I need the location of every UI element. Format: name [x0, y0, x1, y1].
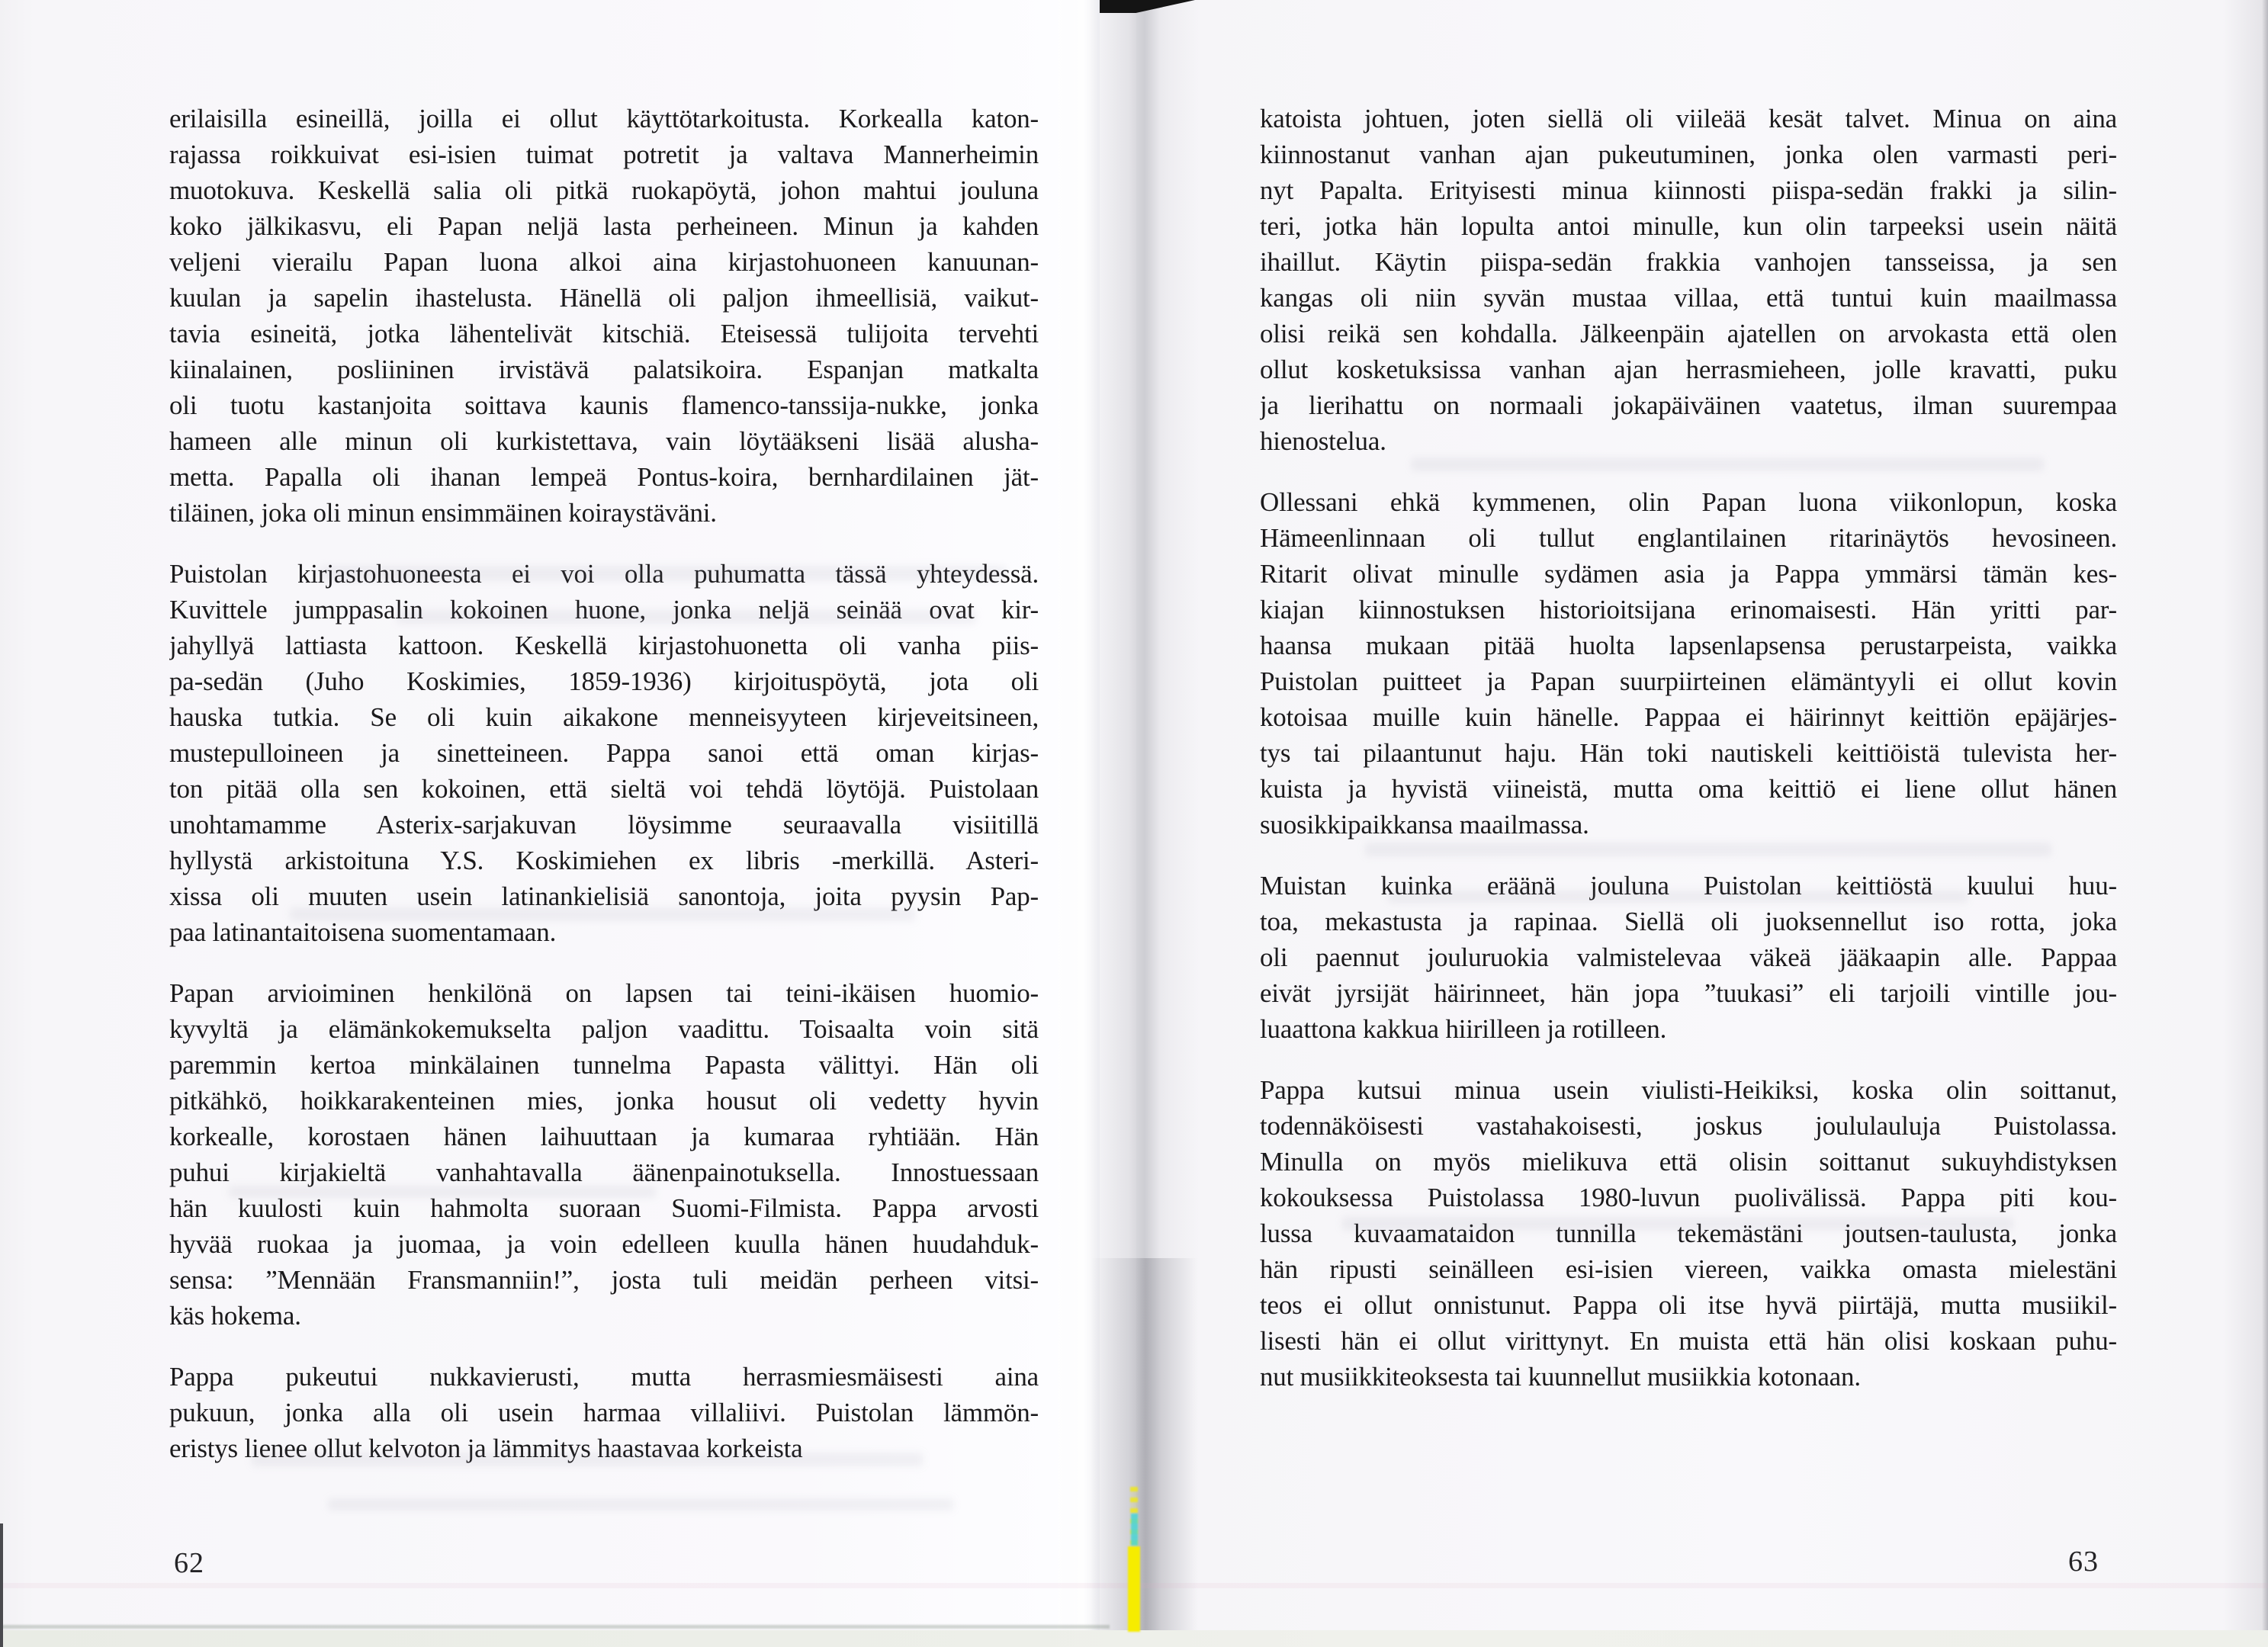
text-line: Muistan kuinka eräänä jouluna Puistolan keittiöstä kuului huu-: [1260, 871, 2117, 901]
text-line: suosikkipaikkansa maailmassa.: [1260, 810, 1589, 840]
text-line: Pappa kutsui minua usein viulisti-Heikiksi, koska olin soittanut,: [1260, 1075, 2117, 1105]
paragraph: [1260, 1072, 2117, 1395]
text-line: oli paennut jouluruokia valmistelevaa väkeä jääkaapin alle. Pappaa: [1260, 942, 2117, 972]
text-line: teos ei ollut onnistunut. Pappa oli itse hyvä piirtäjä, mutta musiikil-: [1260, 1290, 2117, 1320]
text-line: tavia esineitä, jotka lähentelivät kitschiä. Eteisessä tulijoita tervehti: [169, 319, 1039, 348]
text-line: hyllystä arkistoituna Y.S. Koskimiehen ex libris -merkillä. Asteri-: [169, 846, 1039, 875]
text-line: pitkähkö, hoikkarakenteinen mies, jonka housut oli vedetty hyvin: [169, 1086, 1039, 1116]
text-line: kiajan kiinnostuksen historioitsijana erinomaisesti. Hän yritti par-: [1260, 595, 2117, 624]
page-bottom-edge-shadow: [0, 1625, 1110, 1629]
text-line: metta. Papalla oli ihanan lempeä Pontus-koira, bernhardilainen jät-: [169, 462, 1039, 492]
paragraph: [169, 101, 1039, 531]
left-page-number: 62: [174, 1547, 204, 1579]
text-line: käs hokema.: [169, 1301, 301, 1331]
text-line: kiinalainen, posliininen irvistävä palatsikoira. Espanjan matkalta: [169, 355, 1039, 384]
text-line: koko jälkikasvu, eli Papan neljä lasta perheineen. Minun ja kahden: [169, 211, 1039, 241]
text-line: Puistolan kirjastohuoneesta ei voi olla puhumatta tässä yhteydessä.: [169, 559, 1039, 589]
text-line: kangas oli niin syvän mustaa villaa, että tuntui kuin maailmassa: [1260, 283, 2117, 313]
paragraph: [169, 975, 1039, 1334]
text-line: muotokuva. Keskellä salia oli pitkä ruokapöytä, johon mahtui jouluna: [169, 175, 1039, 205]
text-line: hyvää ruokaa ja juomaa, ja voin edelleen kuulla hänen huudahduk-: [169, 1229, 1039, 1259]
paragraph: [169, 1359, 1039, 1466]
text-line: olisi reikä sen kohdalla. Jälkeenpäin ajatellen on arvokasta että olen: [1260, 319, 2117, 348]
text-line: eristys lienee ollut kelvoton ja lämmitys haastavaa korkeista: [169, 1434, 803, 1463]
text-line: nut musiikkiteoksesta tai kuunnellut musiikkia kotonaan.: [1260, 1362, 1861, 1392]
text-line: toa, mekastusta ja rapinaa. Siellä oli juoksennellut iso rotta, joka: [1260, 907, 2117, 936]
page-right-edge: [2262, 0, 2268, 1647]
text-line: puhui kirjakieltä vanhahtavalla äänenpainotuksella. Innostuessaan: [169, 1157, 1039, 1187]
text-line: paa latinantaitoisena suomentamaan.: [169, 917, 557, 947]
text-line: haansa mukaan pitää huolta lapsenlapsensa perustarpeista, vaikka: [1260, 631, 2117, 660]
text-line: kyvyltä ja elämänkokemukselta paljon vaadittu. Toisaalta voin sitä: [169, 1014, 1039, 1044]
text-line: hauska tutkia. Se oli kuin aikakone menneisyyteen kirjeveitsineen,: [169, 702, 1039, 732]
text-line: xissa oli muuten usein latinankielisiä sanontoja, joita pyysin Pap-: [169, 881, 1039, 911]
scanner-bottom-band: [0, 1630, 2268, 1647]
text-line: luaattona kakkua hiirilleen ja rotilleen.: [1260, 1014, 1667, 1044]
page-left-edge: [0, 1523, 3, 1647]
text-line: korkealle, korostaen hänen laihuuttaan ja kumaraa ryhtiään. Hän: [169, 1122, 1039, 1151]
text-line: oli tuotu kastanjoita soittava kaunis flamenco-tanssija-nukke, jonka: [169, 390, 1039, 420]
paragraph: [1260, 101, 2117, 459]
paragraph: [1260, 868, 2117, 1047]
text-line: lisesti hän ei ollut virittynyt. En muista että hän olisi koskaan puhu-: [1260, 1326, 2117, 1356]
text-line: paremmin kertoa minkälainen tunnelma Papasta välittyi. Hän oli: [169, 1050, 1039, 1080]
text-line: hän ripusti seinälleen esi-isien viereen, vaikka omasta mielestäni: [1260, 1254, 2117, 1284]
right-page-number: 63: [2068, 1546, 2099, 1578]
text-line: Ollessani ehkä kymmenen, olin Papan luona viikonlopun, koska: [1260, 487, 2117, 517]
text-line: sensa: ”Mennään Fransmanniin!”, josta tuli meidän perheen vitsi-: [169, 1265, 1039, 1295]
text-line: lussa kuvaamataidon tunnilla tekemästäni joutsen-taulusta, jonka: [1260, 1218, 2117, 1248]
text-line: Minulla on myös mielikuva että olisin soittanut sukuyhdistyksen: [1260, 1147, 2117, 1177]
text-line: unohtamamme Asterix-sarjakuvan löysimme seuraavalla visiitillä: [169, 810, 1039, 840]
highlighter-mark-yellow: [1128, 1546, 1140, 1632]
text-line: hameen alle minun oli kurkistettava, vain löytääkseni lisää alusha-: [169, 426, 1039, 456]
text-line: hienostelua.: [1260, 426, 1386, 456]
text-line: Hämeenlinnaan oli tullut englantilainen ritarinäytös hevosineen.: [1260, 523, 2117, 553]
text-line: pa-sedän (Juho Koskimies, 1859-1936) kirjoituspöytä, jota oli: [169, 666, 1039, 696]
text-line: erilaisilla esineillä, joilla ei ollut käyttötarkoitusta. Korkealla katon-: [169, 104, 1039, 133]
text-line: pukuun, jonka alla oli usein harmaa villaliivi. Puistolan lämmön-: [169, 1398, 1039, 1427]
right-page-text-column: [1260, 101, 2117, 1420]
text-line: Kuvittele jumppasalin kokoinen huone, jonka neljä seinää ovat kir-: [169, 595, 1039, 624]
text-line: ihaillut. Käytin piispa-sedän frakkia vanhojen tansseissa, ja sen: [1260, 247, 2117, 277]
text-line: ja lierihattu on normaali jokapäiväinen vaatetus, ilman suurempaa: [1260, 390, 2117, 420]
text-line: mustepulloineen ja sinetteineen. Pappa sanoi että oman kirjas-: [169, 738, 1039, 768]
right-page: [1136, 0, 2268, 1647]
text-line: kuulan ja sapelin ihastelusta. Hänellä oli paljon ihmeellisiä, vaikut-: [169, 283, 1039, 313]
text-line: katoista johtuen, joten siellä oli viileää kesät talvet. Minua on aina: [1260, 104, 2117, 133]
text-line: kokouksessa Puistolassa 1980-luvun puolivälissä. Pappa piti kou-: [1260, 1183, 2117, 1212]
text-line: teri, jotka hän lopulta antoi minulle, kun olin tarpeeksi usein näitä: [1260, 211, 2117, 241]
text-line: Puistolan puitteet ja Papan suurpiirteinen elämäntyyli ei ollut kovin: [1260, 666, 2117, 696]
left-page-text-column: [169, 101, 1039, 1491]
text-line: kiinnostanut vanhan ajan pukeutuminen, jonka olen varmasti peri-: [1260, 140, 2117, 169]
highlighter-mark-cyan: [1131, 1514, 1138, 1546]
text-line: Papan arvioiminen henkilönä on lapsen tai teini-ikäisen huomio-: [169, 978, 1039, 1008]
text-line: ton pitää olla sen kokoinen, että sieltä voi tehdä löytöjä. Puistolaan: [169, 774, 1039, 804]
paragraph: [169, 556, 1039, 950]
paragraph: [1260, 484, 2117, 843]
text-line: todennäköisesti vastahakoisesti, joskus joululauluja Puistolassa.: [1260, 1111, 2117, 1141]
text-line: veljeni vierailu Papan luona alkoi aina kirjastohuoneen kanuunan-: [169, 247, 1039, 277]
text-line: jahyllyä lattiasta kattoon. Keskellä kirjastohuonetta oli vanha piis-: [169, 631, 1039, 660]
text-line: ollut kosketuksissa vanhan ajan herrasmieheen, jolle kravatti, puku: [1260, 355, 2117, 384]
text-line: eivät jyrsijät häirinneet, hän jopa ”tuukasi” eli tarjoili vintille jou-: [1260, 978, 2117, 1008]
text-line: kotoisaa muille kuin hänelle. Pappaa ei häirinnyt keittiön epäjärjes-: [1260, 702, 2117, 732]
text-line: tiläinen, joka oli minun ensimmäinen koiraystäväni.: [169, 498, 717, 528]
text-line: Ritarit olivat minulle sydämen asia ja Pappa ymmärsi tämän kes-: [1260, 559, 2117, 589]
text-line: kuista ja hyvistä viineistä, mutta oma keittiö ei liene ollut hänen: [1260, 774, 2117, 804]
text-line: tys tai pilaantunut haju. Hän toki nautiskeli keittiöistä tulevista her-: [1260, 738, 2117, 768]
text-line: rajassa roikkuivat esi-isien tuimat potretit ja valtava Mannerheimin: [169, 140, 1039, 169]
text-line: Pappa pukeutui nukkavierusti, mutta herrasmiesmäisesti aina: [169, 1362, 1039, 1392]
text-line: hän kuulosti kuin hahmolta suoraan Suomi-Filmista. Pappa arvosti: [169, 1193, 1039, 1223]
text-line: nyt Papalta. Erityisesti minua kiinnosti piispa-sedän frakki ja silin-: [1260, 175, 2117, 205]
